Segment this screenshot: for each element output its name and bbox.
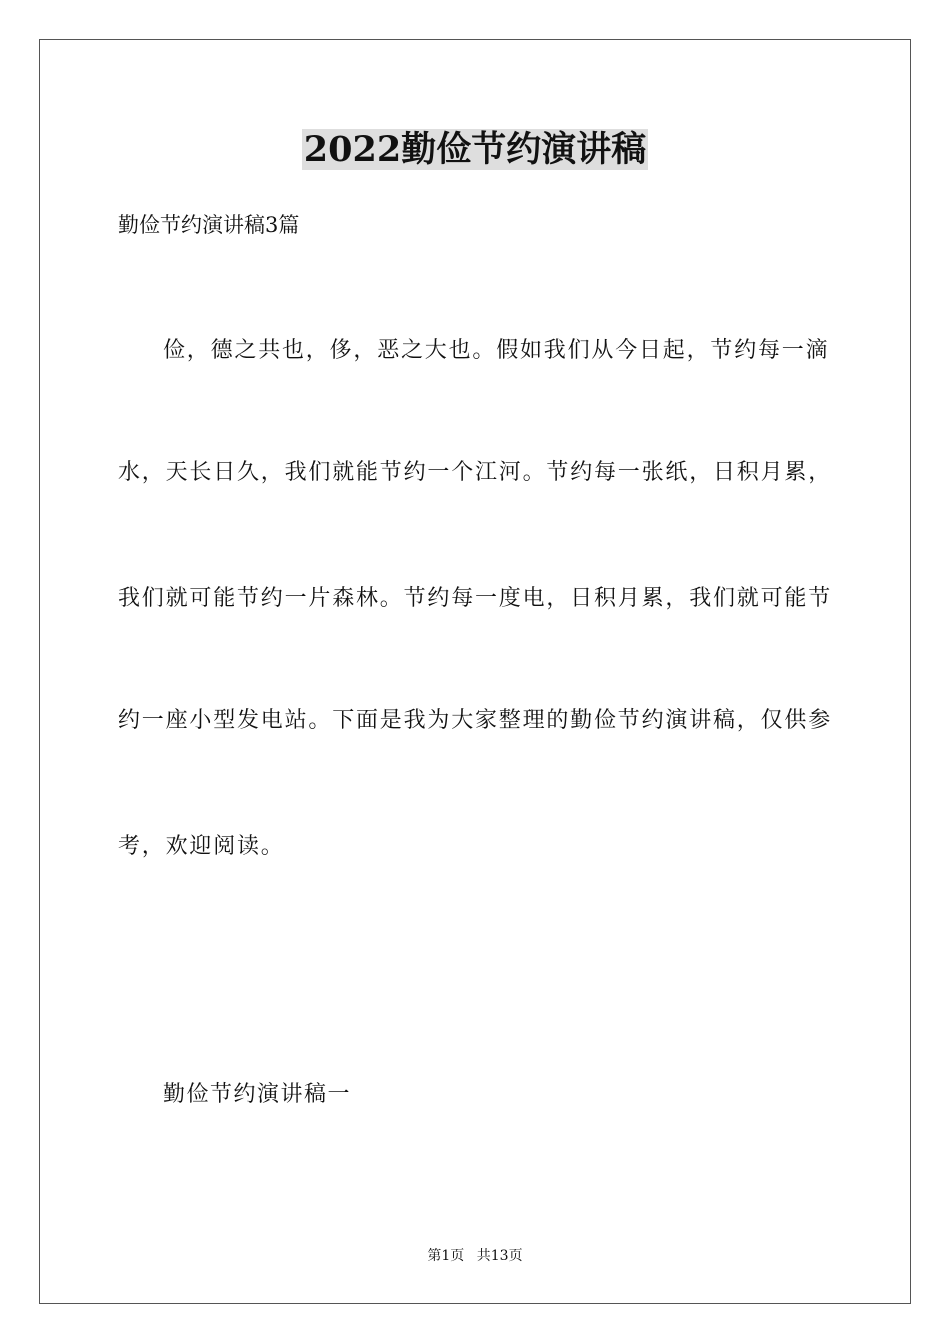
paragraph-line: 俭，德之共也，侈，恶之大也。假如我们从今日起，节约每一滴 [163, 338, 830, 363]
paragraph-line: 约一座小型发电站。下面是我为大家整理的勤俭节约演讲稿，仅供参 [118, 708, 833, 733]
document-subtitle: 勤俭节约演讲稿3篇 [118, 213, 300, 237]
page-current: 第1页 [427, 1248, 465, 1264]
paragraph-line: 我们就可能节约一片森林。节约每一度电，日积月累，我们就可能节 [118, 586, 833, 611]
page-footer [0, 1246, 950, 1266]
page-total: 共13页 [476, 1248, 523, 1264]
section-heading: 勤俭节约演讲稿一 [163, 1082, 352, 1107]
title-text: 2022勤俭节约演讲稿 [303, 129, 647, 170]
document-title [0, 128, 950, 172]
paragraph-line: 水，天长日久，我们就能节约一个江河。节约每一张纸，日积月累， [118, 460, 833, 485]
paragraph-line: 考，欢迎阅读。 [118, 834, 285, 859]
